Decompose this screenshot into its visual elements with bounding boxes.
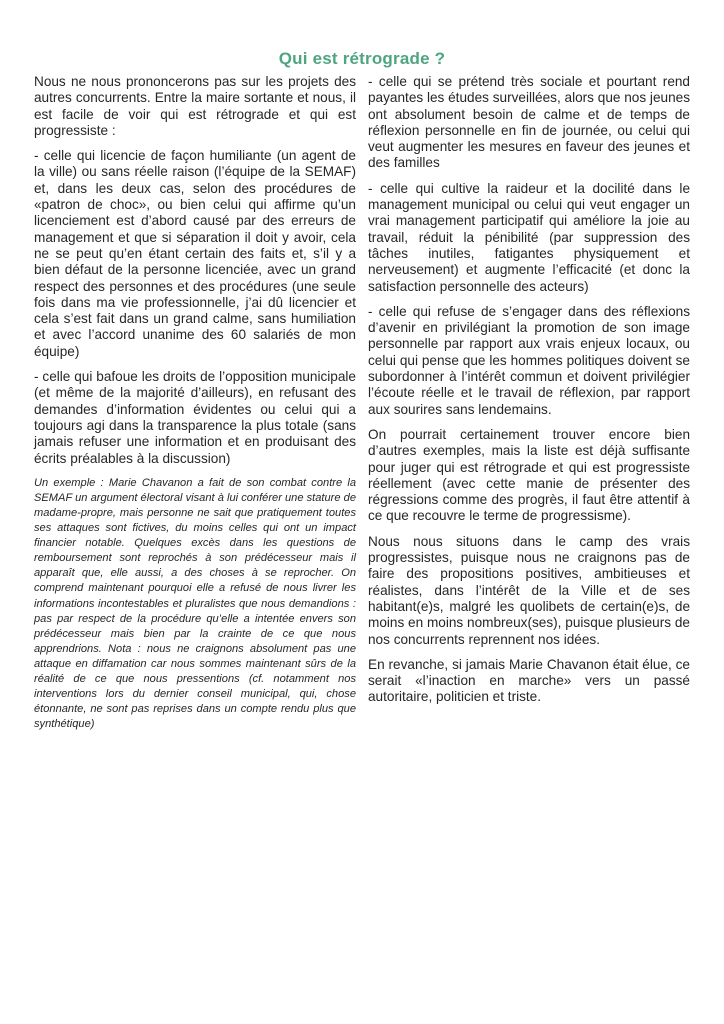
closing-paragraph: En revanche, si jamais Marie Chavanon était élue, ce serait «l’inaction en marche» vers un passé autoritaire, politicien et triste. <box>368 656 690 705</box>
progressive-camp-paragraph: Nous nous situons dans le camp des vrais progressistes, puisque nous ne craignons pas de faire des propositions positives, ambitieuses et réalistes, dans l’intérêt de la Ville et de ses habitant(e)s, malgré les quolibets de certain(e)s, de moins en moins nombreux(ses), puisque plusieurs de nos concurrents reprennent nos idées. <box>368 533 690 647</box>
example-note-paragraph: Un exemple : Marie Chavanon a fait de son combat contre la SEMAF un argument électoral visant à lui conférer une stature de madame-propre, mais personne ne sait que pratiquement toutes ses attaques sont fictives, du moins celles qui ont un impact financier notable. Quelques excès dans les questions de remboursement sont reprochés à son prédécesseur mais il apparaît que, elle aussi, a des choses à se reprocher. On comprend maintenant pourquoi elle a refusé de nous livrer les informations incontestables et pluralistes que nous demandions : pas par respect de la procédure qu’elle a intentée envers son prédécesseur mais bien par la crainte de ce que nous apprendrions. Nota : nous ne craignons absolument pas une attaque en diffamation car nous sommes maintenant sûrs de la réalité de ce que nous pressentions (cf. notamment nos interventions lors du dernier conseil municipal, qui, chose étonnante, ne sont pas reprises dans un compte rendu plus que synthétique) <box>34 476 356 731</box>
conclusion-examples-paragraph: On pourrait certainement trouver encore bien d’autres exemples, mais la liste est déjà suffisante pour juger qui est rétrograde et qui est progressiste réellement (avec cette manie de présenter des régressions comme des progrès, il faut être attentif à ce que recouvre le terme de progressisme). <box>368 426 690 524</box>
left-column <box>34 74 356 741</box>
point-future-paragraph: - celle qui refuse de s’engager dans des réflexions d’avenir en privilégiant la promotion de son image personnelle par rapport aux vrais enjeux locaux, ou celui qui pense que les hommes politiques doivent se subordonner à l’intérêt commun et doivent privilégier l’écoute réelle et le travail de réflexion, par rapport aux sourires sans lendemains. <box>368 303 690 417</box>
point-social-paragraph: - celle qui se prétend très sociale et pourtant rend payantes les études surveillées, alors que nos jeunes ont absolument besoin de calme et de temps de réflexion personnelle en fin de journée, ou celui qui veut augmenter les mesures en faveur des jeunes et des familles <box>368 74 690 171</box>
point-opposition-rights-paragraph: - celle qui bafoue les droits de l’opposition municipale (et même de la majorité d’ailleurs), en refusant des demandes d’information évidentes ou celui qui a toujours agi dans la transparence la plus totale (sans jamais refuser une information et en produisant des écrits préalables à la discussion) <box>34 369 356 466</box>
intro-paragraph: Nous ne nous prononcerons pas sur les projets des autres concurrents. Entre la maire sortante et nous, il est facile de voir qui est rétrograde et qui est progressiste : <box>34 74 356 138</box>
page-title: Qui est rétrograde ? <box>278 49 446 69</box>
point-dismissal-paragraph: - celle qui licencie de façon humiliante (un agent de la ville) ou sans réelle raison (l’équipe de la SEMAF) et, dans les deux cas, selon des procédures de «patron de choc», ou bien celui qui affirme qu’un licenciement est d’abord causé par des erreurs de management et que si séparation il doit y avoir, cela ne se peut qu’en étant certain des faits et, s’il y a bien défaut de la personne licenciée, avec un grand respect des personnes et des procédures (une seule fois dans ma vie professionnelle, j’ai dû licencier et cela s’est fait dans un grand calme, sans humiliation et avec l’accord unanime des 60 salariés de mon équipe) <box>34 148 356 359</box>
point-management-paragraph: - celle qui cultive la raideur et la docilité dans le management municipal ou celui qui veut engager un vrai management participatif qui améliore la joie au travail, réduit la pénibilité (par suppression des tâches inutiles, fatigantes physiquement et nerveusement) et augmente l’efficacité (et donc la satisfaction personnelle des acteurs) <box>368 180 690 294</box>
right-column <box>368 74 690 715</box>
